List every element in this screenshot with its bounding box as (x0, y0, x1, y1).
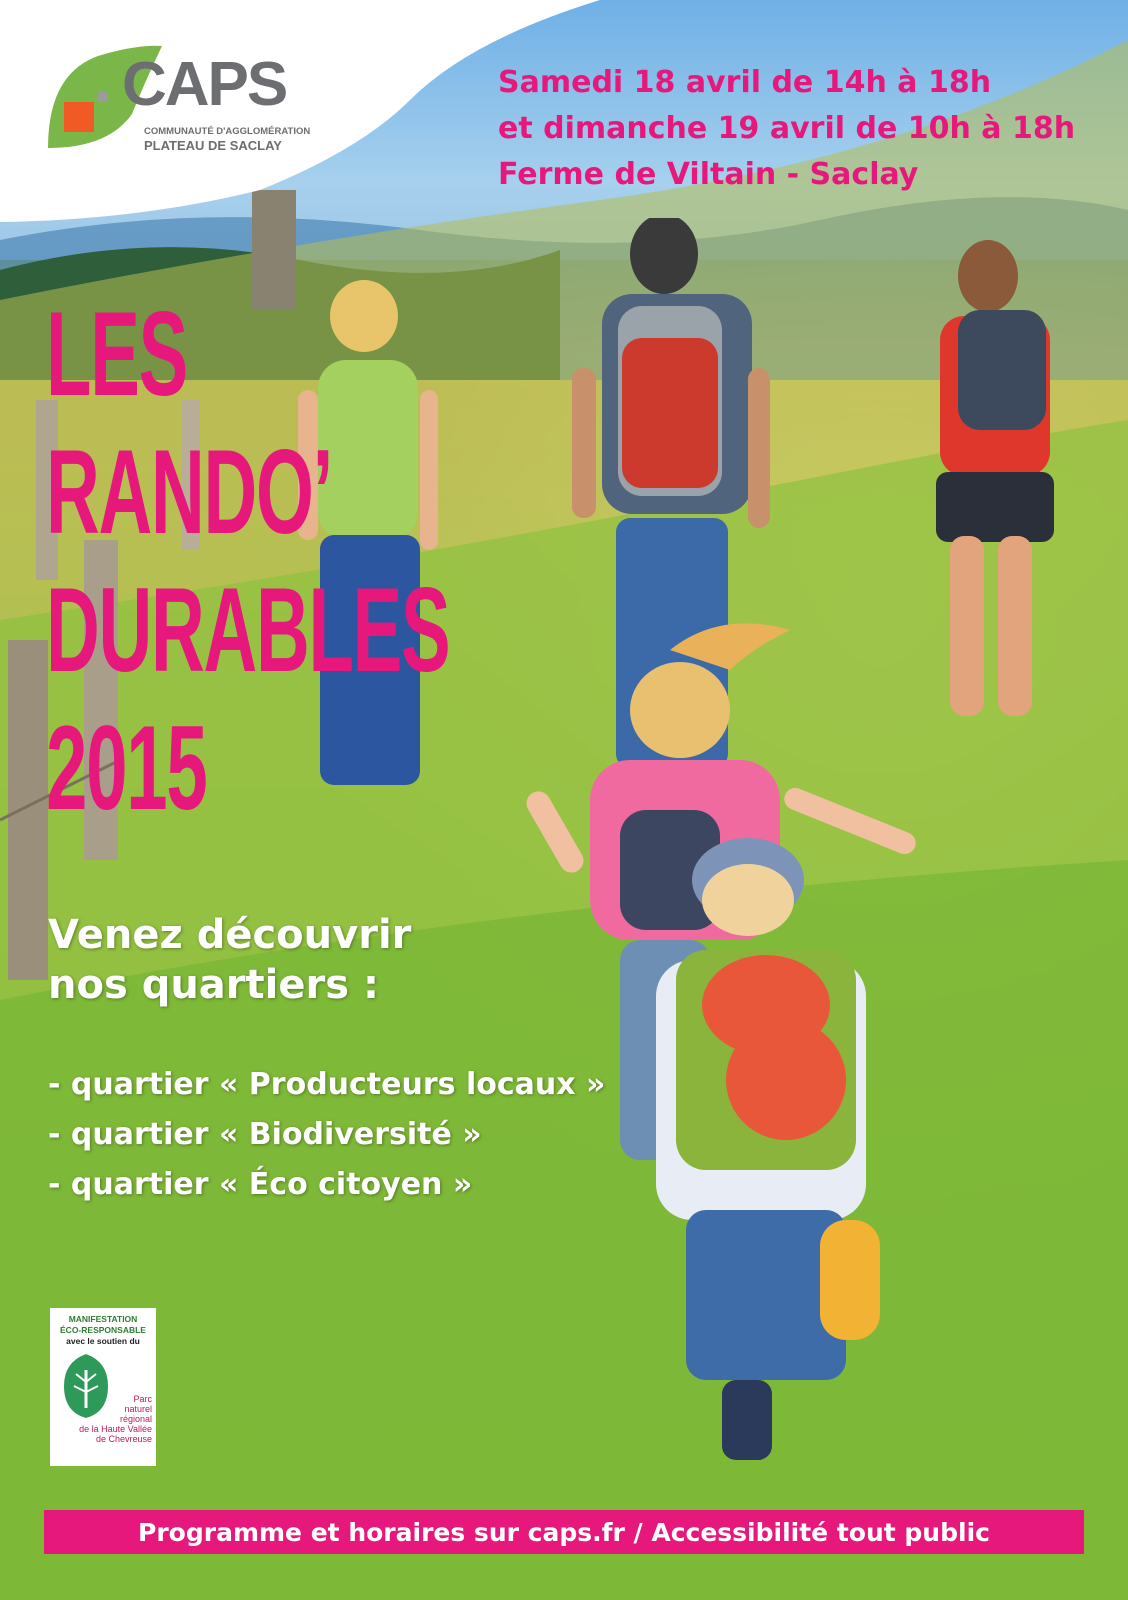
logo-name: CAPS (122, 50, 287, 119)
logo-subtitle-line2: PLATEAU DE SACLAY (144, 138, 282, 153)
title-line: RANDO’ (46, 425, 333, 559)
eco-badge-line1: MANIFESTATION (68, 1314, 138, 1324)
logo-orange-square (64, 102, 94, 132)
eco-badge-line3: avec le soutien du (66, 1336, 140, 1346)
list-item: - quartier « Biodiversité » (48, 1117, 482, 1152)
hiker-woman-red-top (918, 236, 1068, 726)
parc-name-line: de Chevreuse (95, 1434, 152, 1444)
quarters-list (48, 1060, 605, 1210)
eco-badge-line2: ÉCO-RESPONSABLE (60, 1325, 146, 1335)
event-dates (498, 60, 1075, 198)
event-date-saturday: Samedi 18 avril de 14h à 18h (498, 65, 992, 100)
eco-responsible-badge (50, 1308, 156, 1466)
parc-name-line: naturel (124, 1404, 152, 1414)
event-location: Ferme de Viltain - Saclay (498, 157, 919, 192)
intro-line: nos quartiers : (48, 962, 379, 1008)
footer-bar (44, 1510, 1084, 1554)
parc-name (52, 1394, 152, 1444)
list-item: - quartier « Producteurs locaux » (48, 1067, 606, 1102)
title-line: DURABLES (46, 563, 450, 697)
main-title (46, 285, 449, 837)
child-boy-blue-cap (636, 830, 936, 1470)
intro-line: Venez découvrir (48, 912, 412, 958)
list-item: - quartier « Éco citoyen » (48, 1167, 473, 1202)
parc-name-line: Parc (133, 1394, 152, 1404)
parc-name-line: régional (119, 1414, 152, 1424)
caps-logo (48, 44, 311, 164)
logo-subtitle-line1: COMMUNAUTÉ D'AGGLOMÉRATION (144, 126, 311, 137)
intro-text (48, 910, 411, 1010)
parc-name-line: de la Haute Vallée (79, 1424, 152, 1434)
logo-gray-square (98, 92, 108, 102)
title-line: 2015 (46, 701, 207, 835)
footer-text: Programme et horaires sur caps.fr / Accessibilité tout public (138, 1517, 990, 1547)
title-line: LES (46, 287, 187, 421)
event-date-sunday: et dimanche 19 avril de 10h à 18h (498, 111, 1076, 146)
